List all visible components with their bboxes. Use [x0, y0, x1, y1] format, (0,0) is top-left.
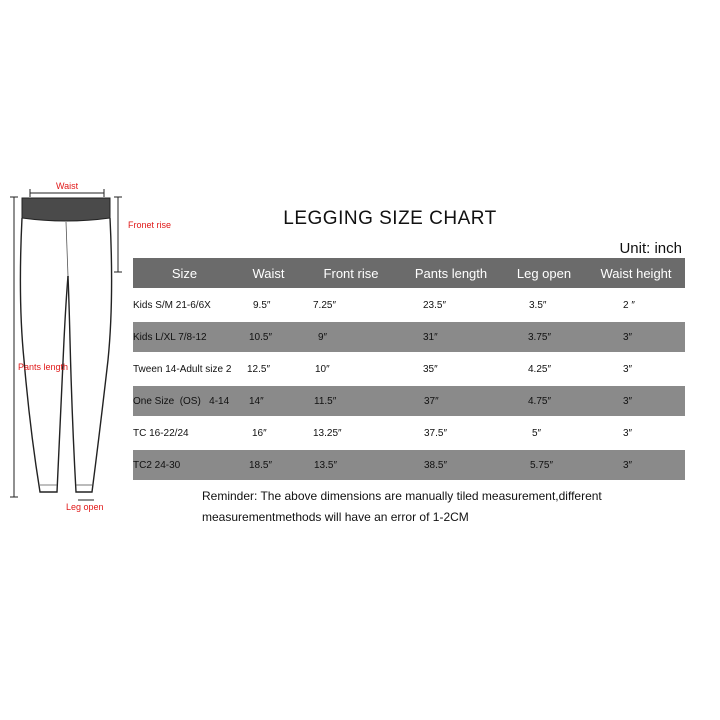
table-cell: 3″	[623, 427, 633, 439]
column-header: Size	[133, 258, 236, 289]
unit-label: Unit: inch	[619, 240, 682, 257]
table-cell: 3″	[587, 449, 685, 480]
table-cell: 13.25″	[313, 427, 342, 439]
table-header-row	[133, 258, 685, 289]
reminder-line-2: measurementmethods will have an error of 1-2CM	[202, 510, 469, 524]
waist-label: Waist	[56, 181, 79, 191]
table-cell: 14″	[236, 385, 301, 417]
size-cell: TC 16-22/24	[133, 427, 189, 439]
column-header: Front rise	[301, 258, 401, 289]
table-cell: 3.5″	[529, 299, 547, 311]
table-cell: 3″	[587, 321, 685, 353]
reminder-note	[202, 486, 682, 528]
table-cell: 11.5″	[301, 385, 401, 417]
table-cell: 23.5″	[423, 299, 447, 311]
size-cell: One Size (OS) 4-14	[133, 385, 236, 417]
table-cell: 38.5″	[401, 449, 501, 480]
table-cell: 9″	[301, 321, 401, 353]
table-cell: 3.75″	[501, 321, 587, 353]
table-cell: 5″	[532, 427, 542, 439]
table-cell: 37.5″	[424, 427, 448, 439]
table-cell: 10″	[315, 363, 330, 375]
size-chart-table	[133, 258, 685, 480]
table-cell: 4.75″	[501, 385, 587, 417]
leggings-illustration	[0, 0, 130, 560]
table-row	[133, 417, 685, 449]
table-cell: 3″	[623, 363, 633, 375]
front-rise-label: Fronet rise	[128, 220, 172, 230]
column-header: Waist	[236, 258, 301, 289]
leg-open-label: Leg open	[66, 502, 104, 512]
table-cell: 9.5″	[253, 299, 271, 311]
table-cell: 12.5″	[247, 363, 271, 375]
table-cell: 3″	[587, 385, 685, 417]
table-row	[133, 385, 685, 417]
size-cell: Kids S/M 21-6/6X	[133, 299, 211, 311]
table-cell: 31″	[401, 321, 501, 353]
size-cell: TC2 24-30	[133, 449, 236, 480]
chart-title: LEGGING SIZE CHART	[283, 208, 497, 229]
table-cell: 10.5″	[236, 321, 301, 353]
table-row	[133, 449, 685, 480]
table-cell: 18.5″	[236, 449, 301, 480]
table-cell: 35″	[423, 363, 438, 375]
column-header: Leg open	[501, 258, 587, 289]
pants-length-label: Pants length	[18, 362, 69, 372]
table-row	[133, 289, 685, 321]
table-cell: 5.75″	[501, 449, 587, 480]
column-header: Waist height	[587, 258, 685, 289]
table-row	[133, 353, 685, 385]
reminder-line-1: Reminder: The above dimensions are manually tiled measurement,different	[202, 489, 602, 503]
size-cell: Tween 14-Adult size 2	[133, 363, 232, 375]
table-cell: 2 ″	[623, 299, 635, 311]
column-header: Pants length	[401, 258, 501, 289]
table-cell: 4.25″	[528, 363, 552, 375]
table-cell: 7.25″	[313, 299, 337, 311]
table-cell: 16″	[252, 427, 267, 439]
size-cell: Kids L/XL 7/8-12	[133, 321, 236, 353]
table-cell: 37″	[401, 385, 501, 417]
table-cell: 13.5″	[301, 449, 401, 480]
table-row	[133, 321, 685, 353]
